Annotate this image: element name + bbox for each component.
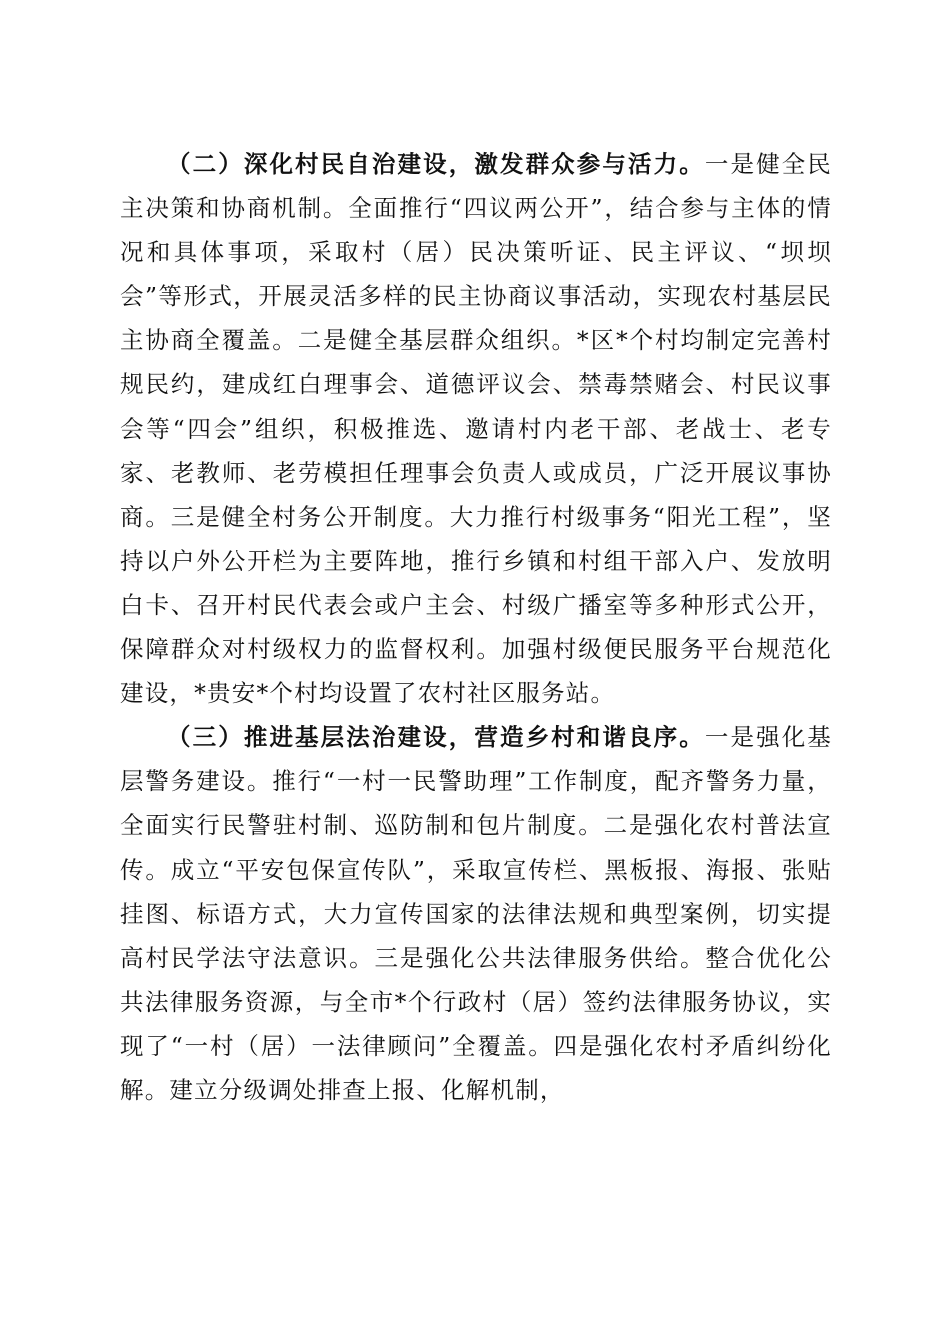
section-heading: （二）深化村民自治建设，激发群众参与活力。 xyxy=(167,150,705,178)
document-page xyxy=(120,142,832,1112)
section-body: 一是强化基层警务建设。推行“一村一民警助理”工作制度，配齐警务力量，全面实行民警驻村制、巡防制和包片制度。二是强化农村普法宣传。成立“平安包保宣传队”，采取宣传栏、黑板报、海报、张贴挂图、标语方式，大力宣传国家的法律法规和典型案例，切实提高村民学法守法意识。三是强化公共法律服务供给。整合优化公共法律服务资源，与全市*个行政村（居）签约法律服务协议，实现了“一村（居）一法律顾问”全覆盖。四是强化农村矛盾纠纷化解。建立分级调处排查上报、化解机制， xyxy=(120,723,833,1104)
paragraph-section-2 xyxy=(120,142,832,715)
section-body: 一是健全民主决策和协商机制。全面推行“四议两公开”，结合参与主体的情况和具体事项，采取村（居）民决策听证、民主评议、“坝坝会”等形式，开展灵活多样的民主协商议事活动，实现农村基层民主协商全覆盖。二是健全基层群众组织。*区*个村均制定完善村规民约，建成红白理事会、道德评议会、禁毒禁赌会、村民议事会等“四会”组织，积极推选、邀请村内老干部、老战士、老专家、老教师、老劳模担任理事会负责人或成员，广泛开展议事协商。三是健全村务公开制度。大力推行村级事务“阳光工程”，坚持以户外公开栏为主要阵地，推行乡镇和村组干部入户、发放明白卡、召开村民代表会或户主会、村级广播室等多种形式公开，保障群众对村级权力的监督权利。加强村级便民服务平台规范化建设，*贵安*个村均设置了农村社区服务站。 xyxy=(120,150,833,708)
section-heading: （三）推进基层法治建设，营造乡村和谐良序。 xyxy=(167,723,705,752)
paragraph-section-3 xyxy=(120,715,832,1112)
